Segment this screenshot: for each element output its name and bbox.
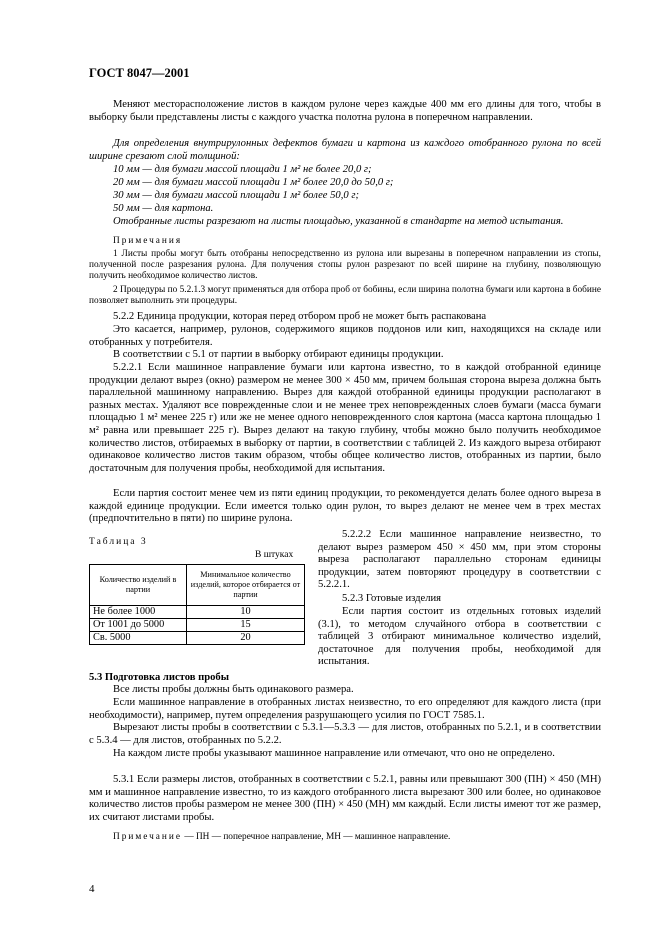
table-col-quantity: Количество изделий в партии — [90, 565, 187, 606]
section-5-2-3-text: Если партия состоит из отдельных готовых изделий (3.1), то методом случайного отбора в соответствии с таблицей 3 отбирают минимальное количество изделий, достаточное для получения пробы, необходимой для испытания. — [318, 606, 601, 668]
section-5-3-p3: Вырезают листы пробы в соответствии с 5.3.1—5.3.3 — для листов, отобранных по 5.2.1, и в соответствии с 5.3.4 — для листов, отобранных по 5.2.2. — [89, 722, 601, 746]
section-5-3-p4: На каждом листе пробы указывают машинное направление или отмечают, что оно не определено. — [113, 748, 555, 759]
notes-heading: Примечания — [113, 236, 183, 246]
note-1: 1 Листы пробы могут быть отобраны непосредственно из рулона или вырезаны в поперечном направлении из стопы, полученной после разрезания рулона. Для получения стопы рулон разрезают по всей ширине на глубину, позволяющую получить необходимое количество листов. — [89, 249, 601, 282]
italic-paragraph-1: Для определения внутрирулонных дефектов бумаги и картона из каждого отобранного рулона по всей ширине срезают слой толщиной: — [89, 138, 601, 162]
section-5-3-title: 5.3 Подготовка листов пробы — [89, 672, 229, 683]
table-cell: От 1001 до 5000 — [90, 619, 187, 632]
table-cell: 20 — [187, 632, 305, 645]
section-5-3-p1: Все листы пробы должны быть одинакового размера. — [113, 684, 354, 695]
section-5-2-2-heading: 5.2.2 Единица продукции, которая перед отбором проб не может быть распакована — [113, 311, 487, 322]
section-5-2-2-p3: В соответствии с 5.1 от партии в выборку отбирают единицы продукции. — [113, 349, 444, 360]
table-3 — [89, 564, 305, 645]
section-5-2-3-heading: 5.2.3 Готовые изделия — [342, 593, 442, 604]
final-note-label: Примечание — [113, 832, 182, 842]
table-cell: Св. 5000 — [90, 632, 187, 645]
section-5-3-1: 5.3.1 Если размеры листов, отобранных в соответствии с 5.2.1, равны или превышают 300 (ПН) × 450 (МН) мм и машинное направление известно, то из каждого отобранного листа вырезают 300 или более, но одинаковое количество листов пробы размером не менее 300 (ПН) × 450 (МН) мм каждый. Если листы имеют тот же размер, их считают листами пробы. — [89, 774, 601, 823]
section-5-2-2-2: 5.2.2.2 Если машинное направление неизвестно, то делают вырез размером 450 × 450 мм, при этом стороны выреза располагают параллельно сторонам единицы продукции, затем повторяют процедуру в соответствии с 5.2.2.1. — [318, 529, 601, 591]
section-5-2-2-p5: Если партия состоит менее чем из пяти единиц продукции, то рекомендуется делать более одного выреза в каждой единице продукции. Если имеется только один рулон, то вырез делают не менее чем в трех местах (предпочтительно в пяти) по ширине рулона. — [89, 488, 601, 525]
table-cell: 15 — [187, 619, 305, 632]
page-number: 4 — [89, 883, 95, 895]
italic-line-4: 30 мм — для бумаги массой площади 1 м² более 50,0 г; — [113, 190, 359, 201]
table-unit: В штуках — [255, 550, 294, 560]
table-caption: Таблица 3 — [89, 537, 148, 547]
note-2: 2 Процедуры по 5.2.1.3 могут применяться для отбора проб от бобины, если ширина полотна бумаги или картона в бобине позволяет выполнить эти процедуры. — [89, 285, 601, 307]
italic-line-2: 10 мм — для бумаги массой площади 1 м² не более 20,0 г; — [113, 164, 372, 175]
final-note-text: — ПН — поперечное направление, МН — машинное направление. — [182, 832, 451, 842]
table-cell: 10 — [187, 606, 305, 619]
section-5-3-p2: Если машинное направление в отобранных листах неизвестно, то его определяют для каждого листа (при необходимости), например, путем определения разрушающего усилия по ГОСТ 7585.1. — [89, 697, 601, 721]
table-row — [90, 619, 305, 632]
table-col-minimum: Минимальное количество изделий, которое отбирается от партии — [187, 565, 305, 606]
paragraph-intro: Меняют месторасположение листов в каждом рулоне через каждые 400 мм его длины для того, чтобы в выборку были представлены листы с каждого участка полотна рулона в поперечном направлении. — [89, 99, 601, 123]
italic-line-3: 20 мм — для бумаги массой площади 1 м² более 20,0 до 50,0 г; — [113, 177, 394, 188]
final-note — [89, 832, 601, 843]
table-cell: Не более 1000 — [90, 606, 187, 619]
document-header: ГОСТ 8047—2001 — [89, 66, 190, 80]
italic-line-6: Отобранные листы разрезают на листы площадью, указанной в стандарте на метод испытания. — [113, 216, 564, 227]
table-header-row — [90, 565, 305, 606]
section-5-2-2-1: 5.2.2.1 Если машинное направление бумаги или картона известно, то в каждой отобранной единице продукции делают вырез (окно) размером не менее 300 × 450 мм, причем большая сторона выреза должна быть параллельной машинному направлению. Вырез для каждой отобранной единицы продукции располагают в разных местах. Удаляют все поврежденные слои и не менее трех неповрежденных слоев бумаги (масса бумаги площадью 1 м² менее 225 г) или же не менее одного неповрежденного слоя картона (масса картона площадью 1 м² равна или превышает 225 г). Вырез делают на такую глубину, чтобы можно было получить необходимое количество листов, отбираемых в выборку от партии, в соответствии с таблицей 2. Из каждого выреза отбирают одинаковое количество листов таким образом, чтобы общее количество листов, отобранных из партии, было достаточным для получения пробы, необходимой для испытания. — [89, 362, 601, 474]
table-row — [90, 632, 305, 645]
table-row — [90, 606, 305, 619]
italic-line-5: 50 мм — для картона. — [113, 203, 214, 214]
section-5-2-2-p2: Это касается, например, рулонов, содержимого ящиков поддонов или кип, находящихся на складе или отобранных у потребителя. — [89, 324, 601, 348]
